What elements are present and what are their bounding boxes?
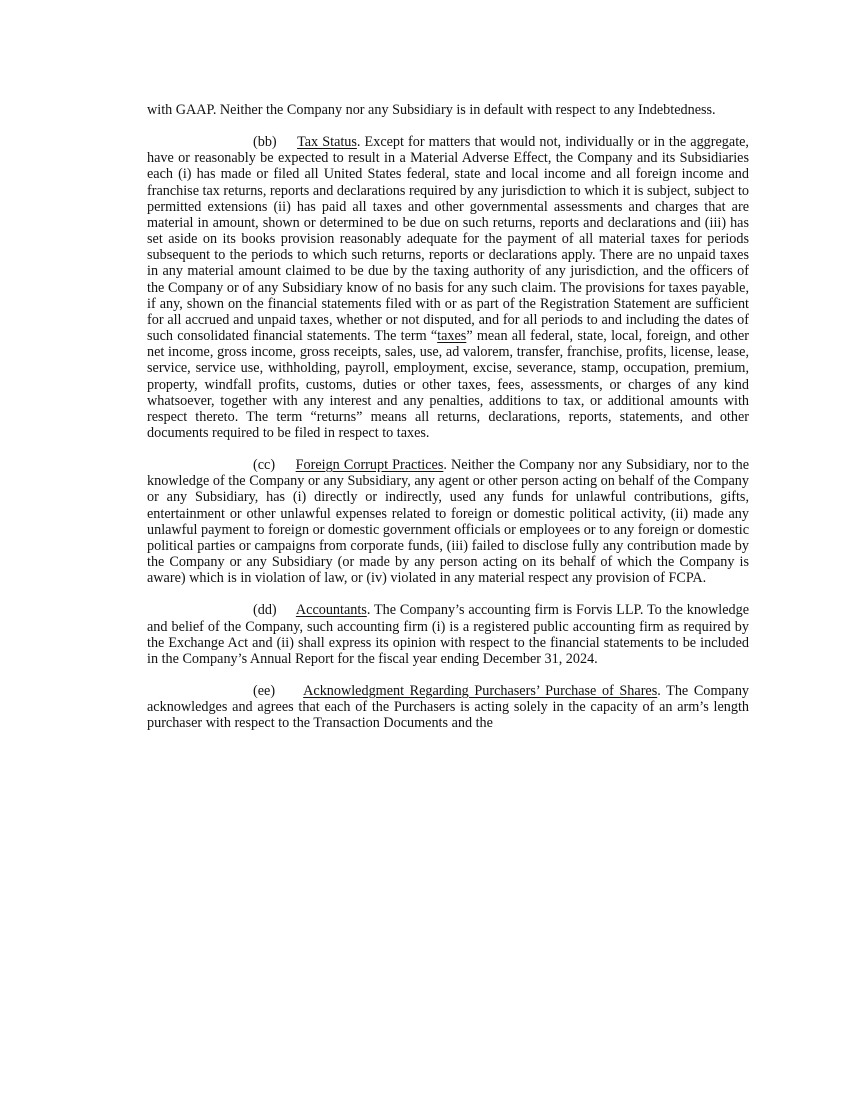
paragraph-text: with GAAP. Neither the Company nor any Subsidiary is in default with respect to any Indebtedness. — [147, 102, 716, 118]
section-heading: Foreign Corrupt Practices — [295, 457, 444, 474]
section-ee-acknowledgment — [147, 683, 749, 731]
section-cc-foreign-corrupt-practices — [147, 457, 749, 586]
section-number: (ee) — [253, 683, 276, 699]
defined-term-taxes: taxes — [437, 328, 467, 345]
paragraph-continuation — [147, 102, 749, 118]
section-heading: Acknowledgment Regarding Purchasers’ Purchase of Shares — [303, 683, 658, 699]
section-text: . Except for matters that would not, individually or in the aggregate, have or reasonably be expected to result in a Material Adverse Effect, the Company and its Subsidiaries each (i) has made or filed all United States federal, state and local income and all foreign income and franchise tax returns, reports and declarations required by any jurisdiction to which it is subject, subject to permitted extensions (ii) has paid all taxes and other governmental assessments and charges that are material in amount, shown or determined to be due on such returns, reports and declarations and (iii) has set aside on its books provision reasonably adequate for the payment of all material taxes for periods subsequent to the periods to which such returns, reports or declarations apply. There are no unpaid taxes in any material amount claimed to be due by the taxing authority of any jurisdiction, and the officers of the Company or of any Subsidiary know of no basis for any such claim. The provisions for taxes payable, if any, shown on the financial statements filed with or as part of the Registration Statement are sufficient for all accrued and unpaid taxes, whether or not disputed, and for all periods to and including the dates of such consolidated financial statements. The term “ — [147, 134, 750, 345]
section-number: (dd) — [253, 602, 277, 619]
section-heading: Accountants — [295, 602, 367, 619]
section-heading: Tax Status — [297, 134, 357, 151]
document-page — [147, 102, 749, 747]
section-number: (bb) — [253, 134, 277, 151]
section-number: (cc) — [253, 457, 276, 474]
section-text: . Neither the Company nor any Subsidiary, nor to the knowledge of the Company or any Subsidiary, any agent or other person acting on behalf of the Company or any Subsidiary, has (i) directly or indirectly, used any funds for unlawful contributions, gifts, entertainment or other unlawful expenses related to foreign or domestic political activity, (ii) made any unlawful payment to foreign or domestic government officials or employees or to any foreign or domestic political parties or campaigns from corporate funds, (iii) failed to disclose fully any contribution made by the Company or any Subsidiary (or made by any person acting on its behalf of which the Company is aware) which is in violation of law, or (iv) violated in any material respect any provision of FCPA. — [147, 457, 749, 587]
section-text: . The Company’s accounting firm is Forvis LLP. To the knowledge and belief of the Company, such accounting firm (i) is a registered public accounting firm as required by the Exchange Act and (ii) shall express its opinion with respect to the financial statements to be included in the Company’s Annual Report for the fiscal year ending December 31, 2024. — [147, 602, 750, 667]
section-text: . The Company acknowledges and agrees that each of the Purchasers is acting solely in the capacity of an arm’s length purchaser with respect to the Transaction Documents and the — [147, 683, 750, 732]
section-dd-accountants — [147, 602, 749, 667]
section-bb-tax-status — [147, 134, 749, 441]
section-text-continued: ” mean all federal, state, local, foreign, and other net income, gross income, gross receipts, sales, use, ad valorem, transfer, franchise, profits, license, lease, service, service use, withholding, payroll, employment, excise, severance, stamp, occupation, premium, property, windfall profits, customs, duties or other taxes, fees, assessments, or charges of any kind whatsoever, together with any interest and any penalties, additions to tax, or additional amounts with respect thereto. The term “returns” means all returns, declarations, reports, statements, and other documents required to be filed in respect to taxes. — [147, 328, 749, 441]
